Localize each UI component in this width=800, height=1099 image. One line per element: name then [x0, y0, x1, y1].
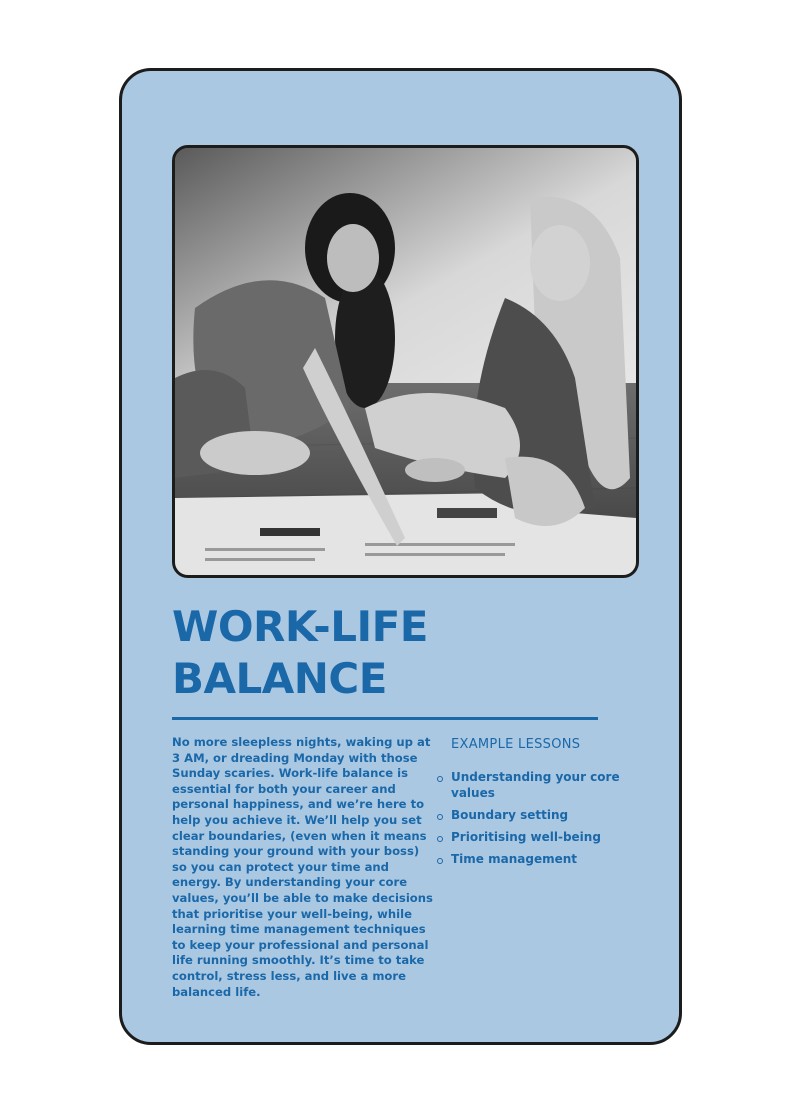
lesson-item-label: Time management [451, 852, 578, 867]
example-lessons-list [437, 770, 627, 874]
lesson-item [437, 770, 627, 801]
title-line-1: WORK-LIFE [172, 602, 428, 651]
lesson-card [119, 68, 682, 1045]
bullet-circle-icon [437, 858, 443, 864]
description-paragraph: No more sleepless nights, waking up at 3 AM, or dreading Monday with those Sunday scaries. Work-life balance is essential for both your career and personal happiness, and we’re here to help you achieve it. We’ll help you set clear boundaries, (even when it means standing your ground with your boss) so you can protect your time and energy. By understanding your core values, you’ll be able to make decisions that prioritise your well-being, while learning time management techniques to keep your professional and personal life running smoothly. It’s time to take control, stress less, and live a more balanced life. [172, 735, 433, 999]
photo-two-women-reading-newspaper [172, 145, 639, 578]
lesson-item-label: Boundary setting [451, 807, 569, 822]
lesson-item-label: Prioritising well-being [451, 829, 601, 844]
lesson-item [437, 852, 627, 868]
lesson-item-label: Understanding your core values [451, 770, 620, 800]
lesson-item [437, 830, 627, 846]
page-title [172, 601, 428, 705]
title-line-2: BALANCE [172, 654, 387, 703]
bullet-circle-icon [437, 814, 443, 820]
example-lessons-heading: EXAMPLE LESSONS [451, 737, 581, 752]
bullet-circle-icon [437, 776, 443, 782]
title-divider [172, 717, 598, 720]
lesson-item [437, 808, 627, 824]
bullet-circle-icon [437, 836, 443, 842]
